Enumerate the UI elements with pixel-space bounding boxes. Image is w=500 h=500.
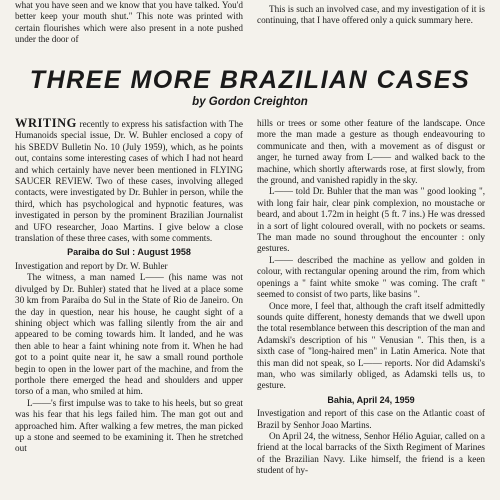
intro-paragraph	[15, 118, 243, 244]
paragraph-bahia-witness: On April 24, the witness, Senhor Hélio Aguiar, called on a friend at the local barracks of the Sixth Regiment of Marines of the Brazilian Navy. Like himself, the friend is a keen student of hy-	[257, 430, 485, 476]
paragraph-description-machine: L—— described the machine as yellow and golden in colour, with rectangular opening around the rim, from which openings a " faint white smoke " was coming. The craft " seemed to consist of two parts, like basins ".	[257, 254, 485, 300]
paragraph-continuation: hills or trees or some other feature of the landscape. Once more the man made a gesture as though endeavouring to communicate and then, with a movement as of disgust or anger, he turned away from L—— and walked back to the machine, which shortly afterwards rose, at first slowly, from the ground, and vanished rapidly in the sky.	[257, 118, 485, 186]
intro-dropcap: WRITING	[15, 116, 77, 130]
article-title: THREE MORE BRAZILIAN CASES	[29, 66, 471, 94]
section-heading-paraiba: Paraiba do Sul : August 1958	[67, 247, 191, 258]
article-left-column	[15, 118, 243, 455]
previous-article-fragment-left	[15, 0, 243, 46]
paragraph-witness: The witness, a man named L—— (his name was not divulged by Dr. Buhler) stated that he lived at a place some 30 km from Paraiba do Sul in the State of Rio de Janeiro. On the day in question, near his house, he caught sight of a shining object which was falling silently from the air and appeared to be coming towards him. It landed, and he was then able to hear a faint whining note from it. When he had got to a point quite near it, he saw a small round porthole begin to open in the lower part of the machine, and from the porthole there emerged the head and shoulders and upper torso of a man, who smiled at him.	[15, 272, 243, 397]
article-right-column	[257, 118, 485, 477]
previous-article-text-right: This is such an involved case, and my investigation of it is continuing, that I have offered only a quick summary here.	[257, 4, 485, 26]
paragraph-description-man: L—— told Dr. Buhler that the man was " good looking ", with long fair hair, clear pink complexion, no moustache or beard, and about 1.72m in height (5 ft. 7 ins.) He was dressed in a sort of light coloured overall, with no pockets or seams. The man made no sound throughout the encounter : only gestures.	[257, 186, 485, 254]
paragraph-first-impulse: L——'s first impulse was to take to his heels, but so great was his fear that his legs failed him. The man got out and approached him. After walking a few metres, the man picked up a stone and seemed to be examining it. Then he stretched out	[15, 397, 243, 454]
intro-text: recently to express his satisfaction with The Humanoids special issue, Dr. W. Buhler enclosed a copy of his SBEDV Bulletin No. 10 (July 1959), which, as he points out, contains some interesting cases of which I had not heard and which certainly have never been mentioned in FLYING SAUCER REVIEW. Two of these cases, involving alleged contacts, were investigated by Dr. Buhler in person, while the third, which has psychological and hypnotic features, was investigated in person by the prominent Brazilian Journalist and UFO researcher, Joao Martins. I give below a close translation of these three cases, with some comments.	[15, 119, 243, 244]
article-byline: by Gordon Creighton	[192, 96, 308, 108]
section-heading-bahia: Bahia, April 24, 1959	[327, 394, 415, 405]
paragraph-bahia-intro: Investigation and report of this case on the Atlantic coast of Brazil by Senhor Joao Martins.	[257, 408, 485, 430]
paragraph-comment: Once more, I feel that, although the craft itself admittedly sounds quite different, honesty demands that we dwell upon the total resemblance between this description of the man and Adamski's description of his " Venusian ". This then, is a sixth case of "long-haired men" in Latin America. Note that this man did not speak, so L—— reports. Nor did Adamski's man, who was similarly obliged, as Adamski tells us, to gesture.	[257, 300, 485, 391]
section-subheading-paraiba: Investigation and report by Dr. W. Buhler	[15, 260, 168, 271]
previous-article-fragment-right	[257, 4, 485, 27]
previous-article-text-left: what you have seen and we know that you have talked. You'd better keep your mouth shut." This note was printed with certain flourishes which were also present in a note pushed under the door of	[15, 0, 243, 45]
